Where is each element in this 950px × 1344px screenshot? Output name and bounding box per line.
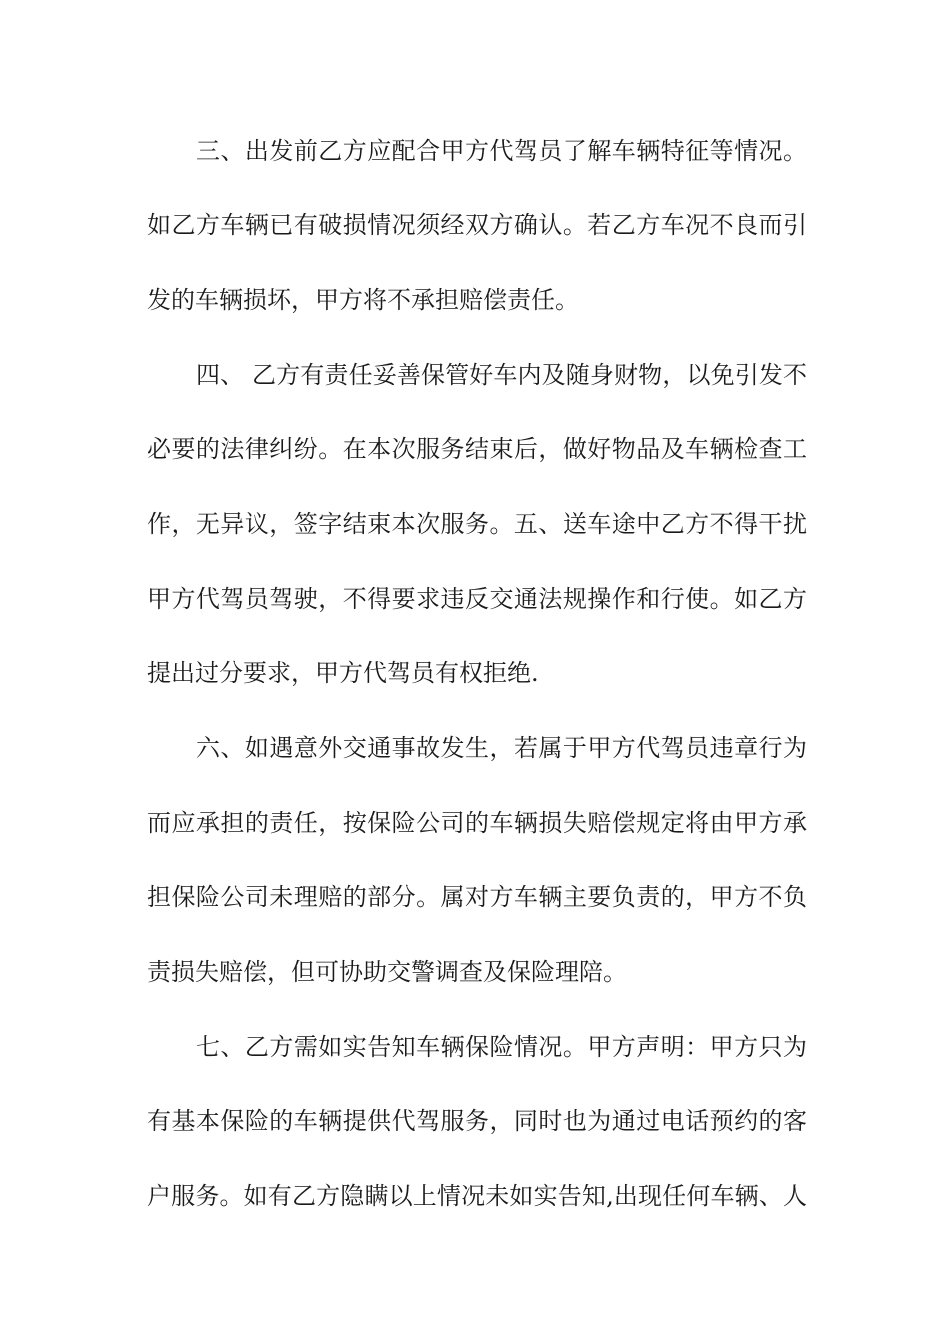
- text-line: 担保险公司未理赔的部分。属对方车辆主要负责的，甲方不负: [147, 883, 807, 911]
- text-line: 甲方代驾员驾驶，不得要求违反交通法规操作和行使。如乙方: [147, 585, 807, 613]
- text-line: 如乙方车辆已有破损情况须经双方确认。若乙方车况不良而引: [147, 211, 807, 239]
- text-line: 七、乙方需如实告知车辆保险情况。甲方声明：甲方只为: [196, 1033, 807, 1061]
- text-line: 户服务。如有乙方隐瞒以上情况未如实告知,出现任何车辆、人: [147, 1182, 807, 1210]
- text-line: 必要的法律纠纷。在本次服务结束后，做好物品及车辆检查工: [147, 435, 807, 463]
- text-line: 作，无异议，签字结束本次服务。五、送车途中乙方不得干扰: [147, 510, 807, 538]
- text-line: 六、如遇意外交通事故发生，若属于甲方代驾员违章行为: [196, 734, 807, 762]
- text-line: 发的车辆损坏，甲方将不承担赔偿责任。: [147, 286, 579, 314]
- text-line: 三、出发前乙方应配合甲方代驾员了解车辆特征等情况。: [196, 137, 807, 165]
- text-line: 四、 乙方有责任妥善保管好车内及随身财物，以免引发不: [196, 361, 807, 389]
- text-line: 而应承担的责任，按保险公司的车辆损失赔偿规定将由甲方承: [147, 809, 807, 837]
- text-line: 责损失赔偿，但可协助交警调查及保险理陪。: [147, 958, 627, 986]
- text-line: 有基本保险的车辆提供代驾服务，同时也为通过电话预约的客: [147, 1107, 807, 1135]
- text-line: 提出过分要求，甲方代驾员有权拒绝.: [147, 659, 539, 687]
